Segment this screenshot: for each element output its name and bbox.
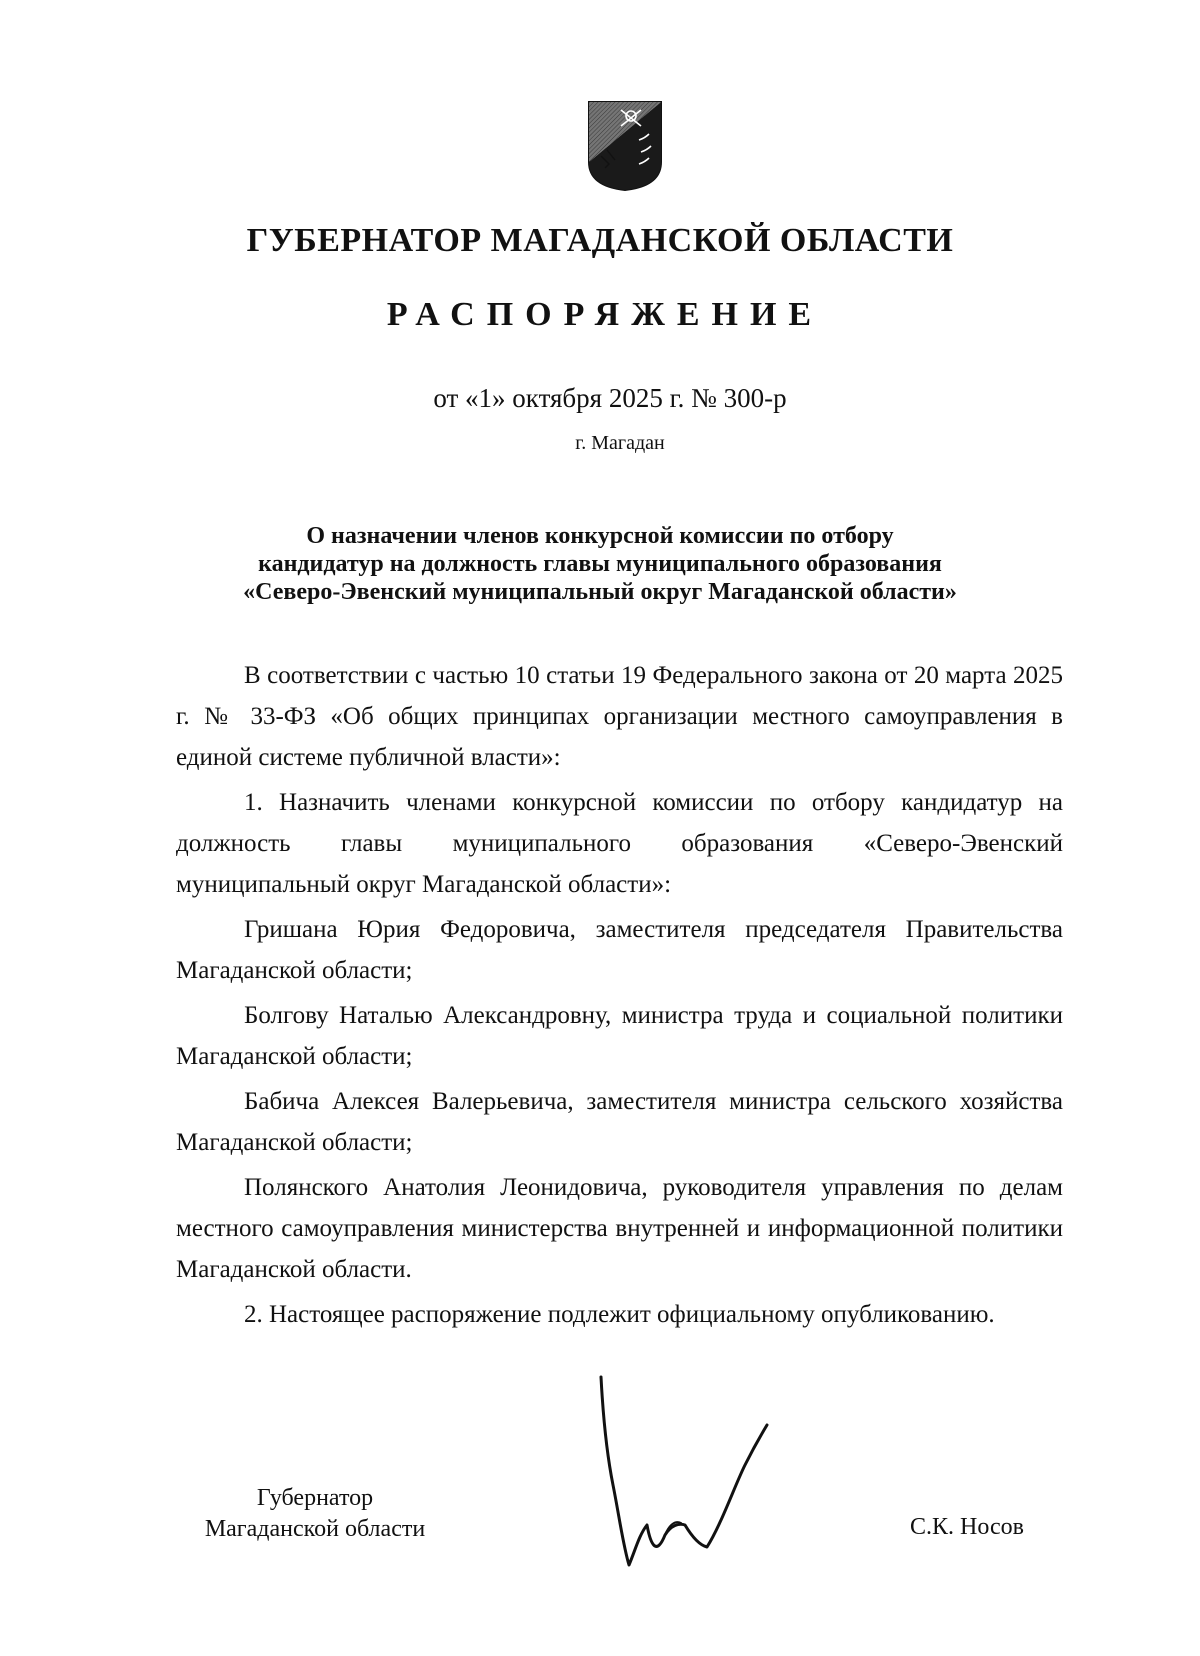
subject-line: О назначении членов конкурсной комиссии по отбору <box>306 523 894 549</box>
body-paragraph: 1. Назначить членами конкурсной комиссии по отбору кандидатур на должность главы муниципального образования «Северо-Эвенский муниципальный округ Магаданской области»: <box>176 789 1063 898</box>
document-subject <box>0 522 1200 606</box>
document-body <box>176 655 1063 1339</box>
document-type: РАСПОРЯЖЕНИЕ <box>386 296 824 333</box>
body-paragraph: Бабича Алексея Валерьевича, заместителя министра сельского хозяйства Магаданской области; <box>176 1088 1063 1156</box>
subject-line: кандидатур на должность главы муниципального образования <box>258 551 942 577</box>
document-date-number: от «1» октября 2025 г. № 300-р <box>433 383 787 413</box>
body-paragraph: Полянского Анатолия Леонидовича, руководителя управления по делам местного самоуправления министерства внутренней и информационной политики Магаданской области. <box>176 1174 1063 1283</box>
signatory-title-line: Губернатор <box>256 1485 374 1511</box>
subject-line: «Северо-Эвенский муниципальный округ Магаданской области» <box>243 579 957 605</box>
signatory-title-line: Магаданской области <box>204 1516 426 1542</box>
document-city: г. Магадан <box>575 432 665 454</box>
signatory-title <box>180 1483 450 1545</box>
handwritten-signature <box>595 1375 795 1575</box>
body-paragraph: Гришана Юрия Федоровича, заместителя председателя Правительства Магаданской области; <box>176 916 1063 984</box>
issuing-authority: ГУБЕРНАТОР МАГАДАНСКОЙ ОБЛАСТИ <box>246 222 954 259</box>
body-paragraph: В соответствии с частью 10 статьи 19 Федерального закона от 20 марта 2025 г. № 33-ФЗ «Об общих принципах организации местного самоуправления в единой системе публичной власти»: <box>176 662 1063 771</box>
coat-of-arms-icon <box>587 100 663 192</box>
body-paragraph: Болгову Наталью Александровну, министра труда и социальной политики Магаданской области; <box>176 1002 1063 1070</box>
body-paragraph: 2. Настоящее распоряжение подлежит официальному опубликованию. <box>244 1301 995 1328</box>
signatory-name: С.К. Носов <box>910 1514 1024 1540</box>
